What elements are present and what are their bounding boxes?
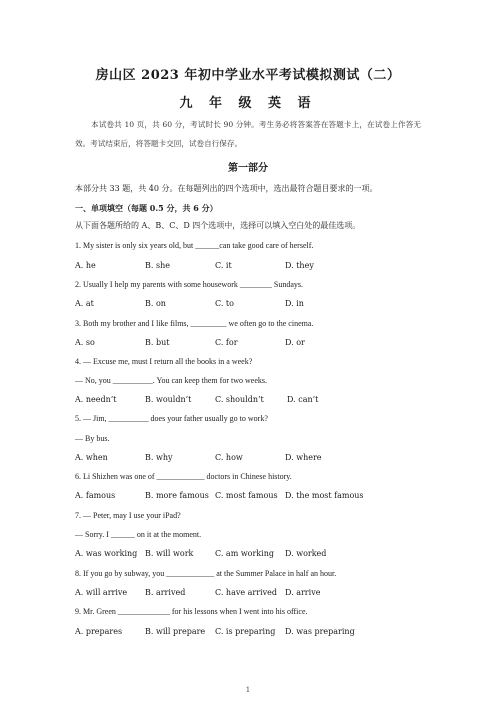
q2-option-b: B. on	[145, 299, 166, 308]
q9-option-a: A. prepares	[75, 627, 123, 636]
q4-option-b: B. wouldn’t	[145, 395, 192, 404]
exam-title: 房山区 2023 年初中学业水平考试模拟测试（二）	[95, 68, 401, 83]
q7-option-c: C. am working	[215, 549, 274, 558]
q8-option-c: C. have arrived	[215, 588, 277, 597]
question-3: 3. Both my brother and I like films, _________ we often go to the cinema.	[75, 319, 314, 328]
question-5-response: — By bus.	[75, 434, 110, 443]
q3-option-a: A. so	[75, 338, 95, 347]
question-1: 1. My sister is only six years old, but ______can take good care of herself.	[75, 241, 314, 250]
q6-option-d: D. the most famous	[285, 491, 364, 500]
q4-option-d: D. can’t	[287, 395, 319, 404]
question-7: 7. — Peter, may I use your iPad?	[75, 511, 181, 520]
section-instruction: 从下面各题所给的 A、B、C、D 四个选项中，选择可以填入空白处的最佳选项。	[75, 221, 361, 230]
q5-option-d: D. where	[285, 453, 322, 462]
question-6: 6. Li Shizhen was one of ____________ doctors in Chinese history.	[75, 472, 292, 481]
q8-option-a: A. will arrive	[75, 588, 128, 597]
page-number: 1	[245, 686, 251, 694]
q9-option-b: B. will prepare	[145, 627, 206, 636]
question-2: 2. Usually I help my parents with some housework ________ Sundays.	[75, 280, 303, 289]
q1-option-a: A. he	[75, 261, 96, 270]
q4-option-a: A. needn’t	[75, 395, 117, 404]
q9-option-c: C. is preparing	[215, 627, 276, 636]
q2-option-a: A. at	[75, 299, 94, 308]
question-7-response: — Sorry. I ______ on it at the moment.	[75, 530, 202, 539]
question-8: 8. If you go by subway, you ____________ at the Summer Palace in half an hour.	[75, 569, 337, 578]
q3-option-c: C. for	[215, 338, 238, 347]
q6-option-b: B. more famous	[145, 491, 209, 500]
q1-option-b: B. she	[145, 261, 170, 270]
q1-option-c: C. it	[215, 261, 232, 270]
question-4-response: — No, you __________. You can keep them for two weeks.	[75, 376, 267, 385]
q6-option-a: A. famous	[75, 491, 116, 500]
q8-option-b: B. arrived	[145, 588, 186, 597]
section-title: 一、单项填空（每题 0.5 分，共 6 分）	[75, 203, 218, 213]
q7-option-b: B. will work	[145, 549, 194, 558]
q5-option-b: B. why	[145, 453, 173, 462]
q8-option-d: D. arrive	[285, 588, 321, 597]
q9-option-d: D. was preparing	[285, 627, 355, 636]
exam-subject: 九 年 级 英 语	[179, 96, 317, 111]
part-description: 本部分共 33 题，共 40 分。在每题列出的四个选项中，选出最符合题目要求的一项。	[75, 184, 378, 193]
q4-option-c: C. shouldn’t	[215, 395, 264, 404]
q6-option-c: C. most famous	[215, 491, 278, 500]
q5-option-c: C. how	[215, 453, 243, 462]
q5-option-a: A. when	[75, 453, 108, 462]
q3-option-d: D. or	[285, 338, 305, 347]
q2-option-c: C. to	[215, 299, 234, 308]
question-9: 9. Mr. Green _____________ for his lessons when I went into his office.	[75, 607, 308, 616]
question-5: 5. — Jim, __________ does your father usually go to work?	[75, 414, 268, 423]
q2-option-d: D. in	[285, 299, 304, 308]
exam-notice: 本试卷共 10 页，共 60 分，考试时长 90 分钟。考生务必将答案答在答题卡上，在试卷上作答无效。考试结束后，将答题卡交回，试卷自行保存。	[75, 120, 421, 148]
q1-option-d: D. they	[285, 261, 314, 270]
part-title: 第一部分	[228, 163, 268, 174]
q3-option-b: B. but	[145, 338, 170, 347]
q7-option-a: A. was working	[75, 549, 138, 558]
q7-option-d: D. worked	[285, 549, 327, 558]
question-4: 4. — Excuse me, must I return all the books in a week?	[75, 357, 253, 366]
